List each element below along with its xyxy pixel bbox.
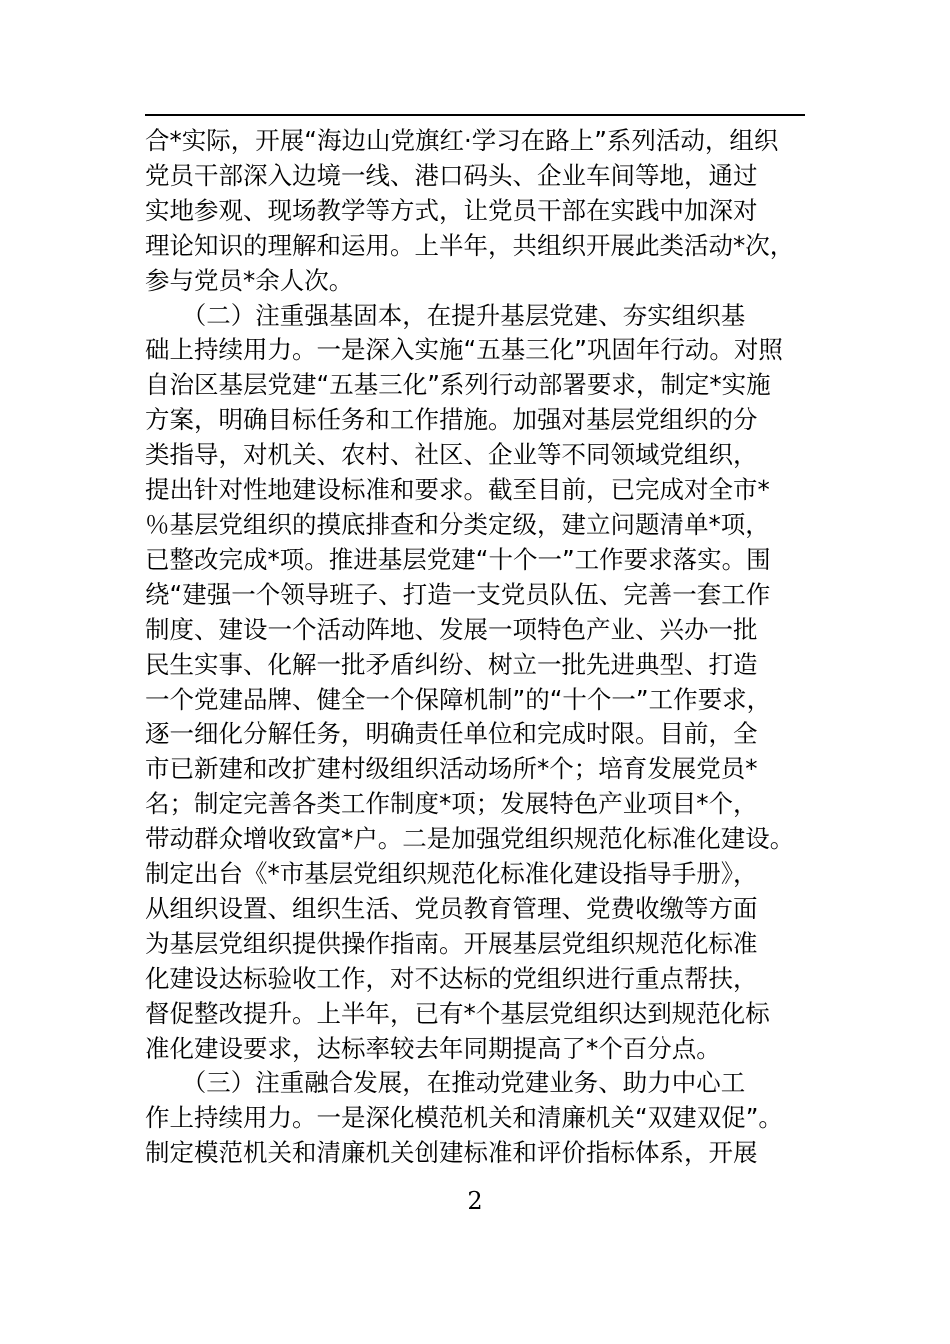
text-line: 为基层党组织提供操作指南。开展基层党组织规范化标准 <box>145 928 758 958</box>
text-line: 制度、建设一个活动阵地、发展一项特色产业、兴办一批 <box>145 614 758 644</box>
text-line: 民生实事、化解一批矛盾纠纷、树立一批先进典型、打造 <box>145 649 758 679</box>
text-line: 准化建设要求，达标率较去年同期提高了*个百分点。 <box>145 1033 721 1063</box>
text-line: 自治区基层党建“五基三化”系列行动部署要求，制定*实施 <box>145 370 771 400</box>
text-line: 逐一细化分解任务，明确责任单位和完成时限。目前，全 <box>145 719 758 749</box>
page-number: 2 <box>467 1187 483 1215</box>
paragraph-continuation <box>145 124 825 299</box>
text-line: （三）注重融合发展，在推动党建业务、助力中心工 <box>145 1068 746 1098</box>
text-line: 绕“建强一个领导班子、打造一支党员队伍、完善一套工作 <box>145 579 771 609</box>
text-line: 制定模范机关和清廉机关创建标准和评价指标体系，开展 <box>145 1138 758 1168</box>
text-line: 带动群众增收致富*户。二是加强党组织规范化标准化建设。 <box>145 824 795 854</box>
text-line: 一个党建品牌、健全一个保障机制”的“十个一”工作要求， <box>145 684 772 714</box>
text-line: 化建设达标验收工作，对不达标的党组织进行重点帮扶， <box>145 963 758 993</box>
text-line: 制定出台《*市基层党组织规范化标准化建设指导手册》， <box>145 859 758 889</box>
text-line: ％基层党组织的摸底排查和分类定级，建立问题清单*项， <box>145 509 770 539</box>
document-body <box>145 124 825 1171</box>
text-line: 类指导，对机关、农村、社区、企业等不同领域党组织， <box>145 440 758 470</box>
text-line: 参与党员*余人次。 <box>145 265 354 295</box>
text-line: 方案，明确目标任务和工作措施。加强对基层党组织的分 <box>145 405 758 435</box>
text-line: 市已新建和改扩建村级组织活动场所*个；培育发展党员* <box>145 754 758 784</box>
paragraph-section-3 <box>145 1066 825 1171</box>
text-line: 合*实际，开展“海边山党旗红·学习在路上”系列活动，组织 <box>145 126 779 155</box>
paragraph-section-2 <box>145 299 825 1067</box>
text-line: 从组织设置、组织生活、党员教育管理、党费收缴等方面 <box>145 893 758 923</box>
header-rule <box>145 114 805 116</box>
text-line: 础上持续用力。一是深入实施“五基三化”巩固年行动。对照 <box>145 335 783 365</box>
text-line: 党员干部深入边境一线、港口码头、企业车间等地，通过 <box>145 160 758 190</box>
text-line: 提出针对性地建设标准和要求。截至目前，已完成对全市* <box>145 475 770 505</box>
text-line: 实地参观、现场教学等方式，让党员干部在实践中加深对 <box>145 195 758 225</box>
text-line: 已整改完成*项。推进基层党建“十个一”工作要求落实。围 <box>145 544 771 574</box>
text-line: 理论知识的理解和运用。上半年，共组织开展此类活动*次， <box>145 230 795 260</box>
text-line: （二）注重强基固本，在提升基层党建、夯实组织基 <box>145 300 746 330</box>
text-line: 督促整改提升。上半年，已有*个基层党组织达到规范化标 <box>145 998 770 1028</box>
text-line: 名；制定完善各类工作制度*项；发展特色产业项目*个， <box>145 789 758 819</box>
text-line: 作上持续用力。一是深化模范机关和清廉机关“双建双促”。 <box>145 1103 783 1133</box>
